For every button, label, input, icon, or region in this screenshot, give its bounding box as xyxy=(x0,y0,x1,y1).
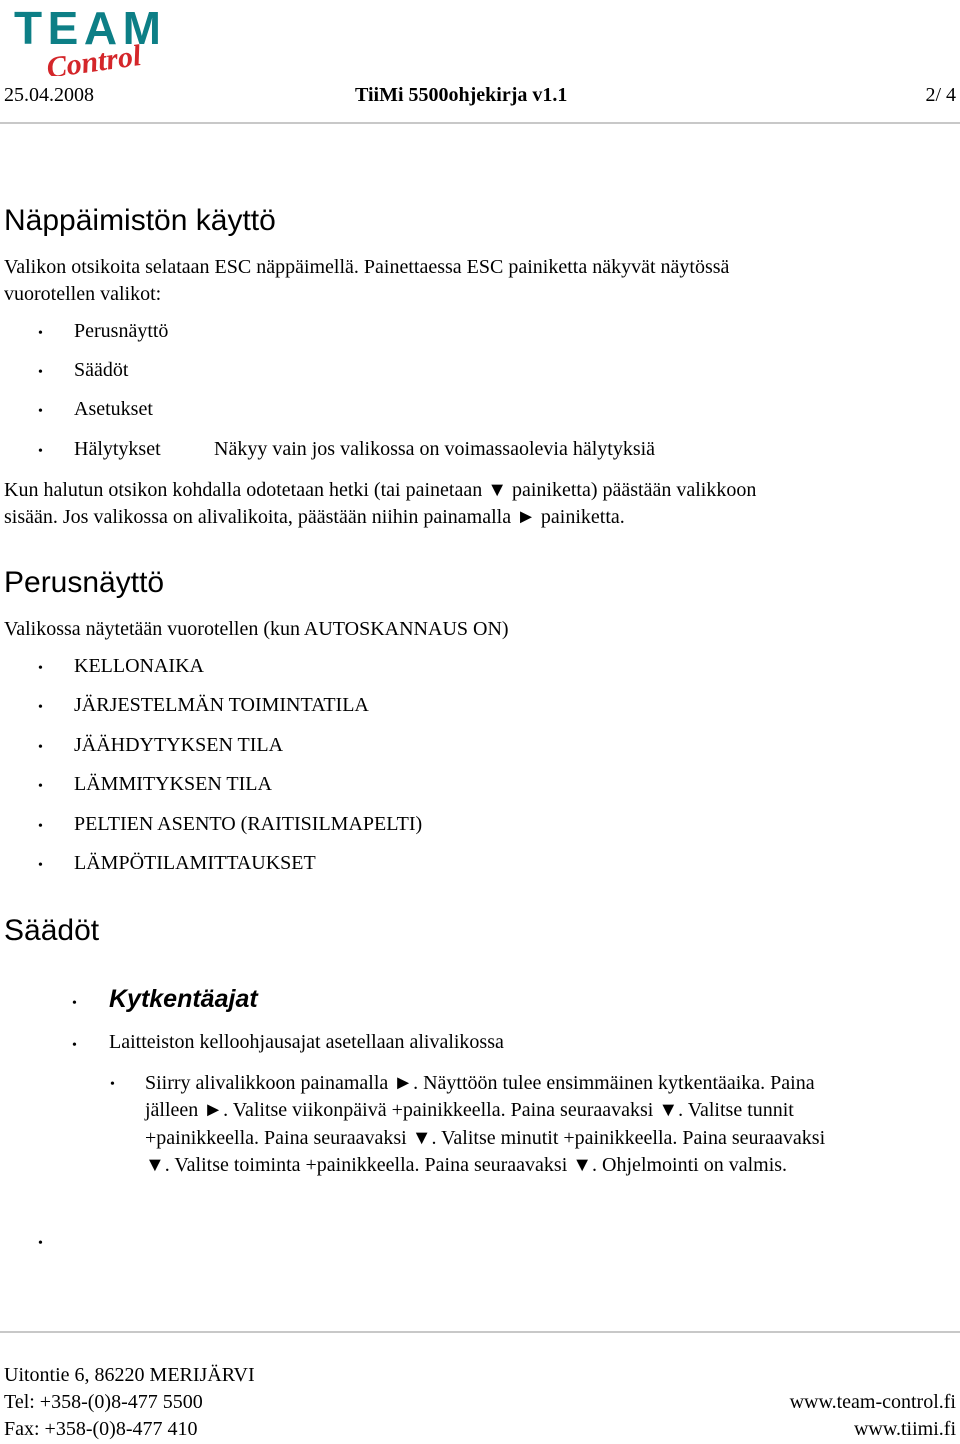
menu-item-saadot: Säädöt xyxy=(74,359,129,381)
menu-item-perusnaytto: Perusnäyttö xyxy=(74,320,169,342)
section-title-perusnaytto: Perusnäyttö xyxy=(4,566,165,599)
bullet: • xyxy=(72,996,77,1011)
bullet: • xyxy=(38,661,43,676)
display-item-toimintatila: JÄRJESTELMÄN TOIMINTATILA xyxy=(74,694,369,716)
subsection-title-kytkentaajat: Kytkentäajat xyxy=(109,985,258,1013)
section1-paragraph: Kun halutun otsikon kohdalla odotetaan hetki (tai painetaan ▼ painiketta) päästään valikkoon sisään. Jos valikossa on alivalikoita, päästään niihin painamalla ► painiketta. xyxy=(4,479,757,528)
section-title-keyboard: Näppäimistön käyttö xyxy=(4,204,276,237)
bullet: • xyxy=(38,404,43,419)
footer-web-team-control[interactable]: www.team-control.fi xyxy=(789,1391,956,1413)
team-control-logo xyxy=(14,4,164,76)
display-item-jaahdytys: JÄÄHDYTYKSEN TILA xyxy=(74,734,284,756)
section-title-saadot: Säädöt xyxy=(4,914,100,947)
logo-text-team: TEAM xyxy=(14,4,160,54)
section2-intro: Valikossa näytetään vuorotellen (kun AUTOSKANNAUS ON) xyxy=(4,618,509,640)
menu-item-asetukset: Asetukset xyxy=(74,398,153,420)
alarm-note: Näkyy vain jos valikossa on voimassaolevia hälytyksiä xyxy=(214,438,656,460)
header-divider xyxy=(0,122,960,124)
instruction-paragraph: Siirry alivalikkoon painamalla ►. Näyttöön tulee ensimmäinen kytkentäaika. Paina jälleen ►. Valitse viikonpäivä +painikkeella. Paina seuraavaksi ▼. Valitse tunnit +painikkeella. Paina seuraavaksi ▼. Valitse minutit +painikkeella. Paina seuraavaksi ▼. Valitse toiminta +painikkeella. Paina seuraavaksi ▼. Ohjelmointi on valmis. xyxy=(145,1072,826,1176)
display-item-peltien-asento: PELTIEN ASENTO (RAITISILMAPELTI) xyxy=(74,813,423,835)
footer-websites xyxy=(790,1389,956,1443)
bullet: • xyxy=(38,326,43,341)
display-item-lampotilat: LÄMPÖTILAMITTAUKSET xyxy=(74,852,316,874)
footer-tel: Tel: +358-(0)8-477 5500 xyxy=(4,1391,203,1413)
menu-item-halytykset: Hälytykset xyxy=(74,438,161,460)
bullet: • xyxy=(38,740,43,755)
footer-address: Uitontie 6, 86220 MERIJÄRVI xyxy=(4,1364,255,1386)
footer-web-tiimi[interactable]: www.tiimi.fi xyxy=(853,1418,956,1440)
empty-bullet: • xyxy=(38,1236,43,1251)
bullet: • xyxy=(110,1077,115,1092)
bullet: • xyxy=(38,700,43,715)
bullet: • xyxy=(38,779,43,794)
header-date: 25.04.2008 xyxy=(4,84,94,106)
footer-fax: Fax: +358-(0)8-477 410 xyxy=(4,1418,198,1440)
display-item-lammitys: LÄMMITYKSEN TILA xyxy=(74,773,272,795)
footer-divider xyxy=(0,1331,960,1333)
bullet: • xyxy=(72,1038,77,1053)
bullet: • xyxy=(38,858,43,873)
bullet: • xyxy=(38,819,43,834)
footer-contact xyxy=(4,1362,255,1443)
bullet: • xyxy=(38,365,43,380)
section1-intro: Valikon otsikoita selataan ESC näppäimellä. Painettaessa ESC painiketta näkyvät näytössä vuorotellen valikot: xyxy=(4,256,730,305)
logo-text-control: Control xyxy=(44,38,144,76)
bullet: • xyxy=(38,444,43,459)
subsection-description: Laitteiston kelloohjausajat asetellaan alivalikossa xyxy=(109,1031,504,1053)
display-item-kellonaika: KELLONAIKA xyxy=(74,655,204,677)
header-page-number: 2/ 4 xyxy=(925,84,956,106)
header-doc-title: TiiMi 5500ohjekirja v1.1 xyxy=(355,84,568,106)
